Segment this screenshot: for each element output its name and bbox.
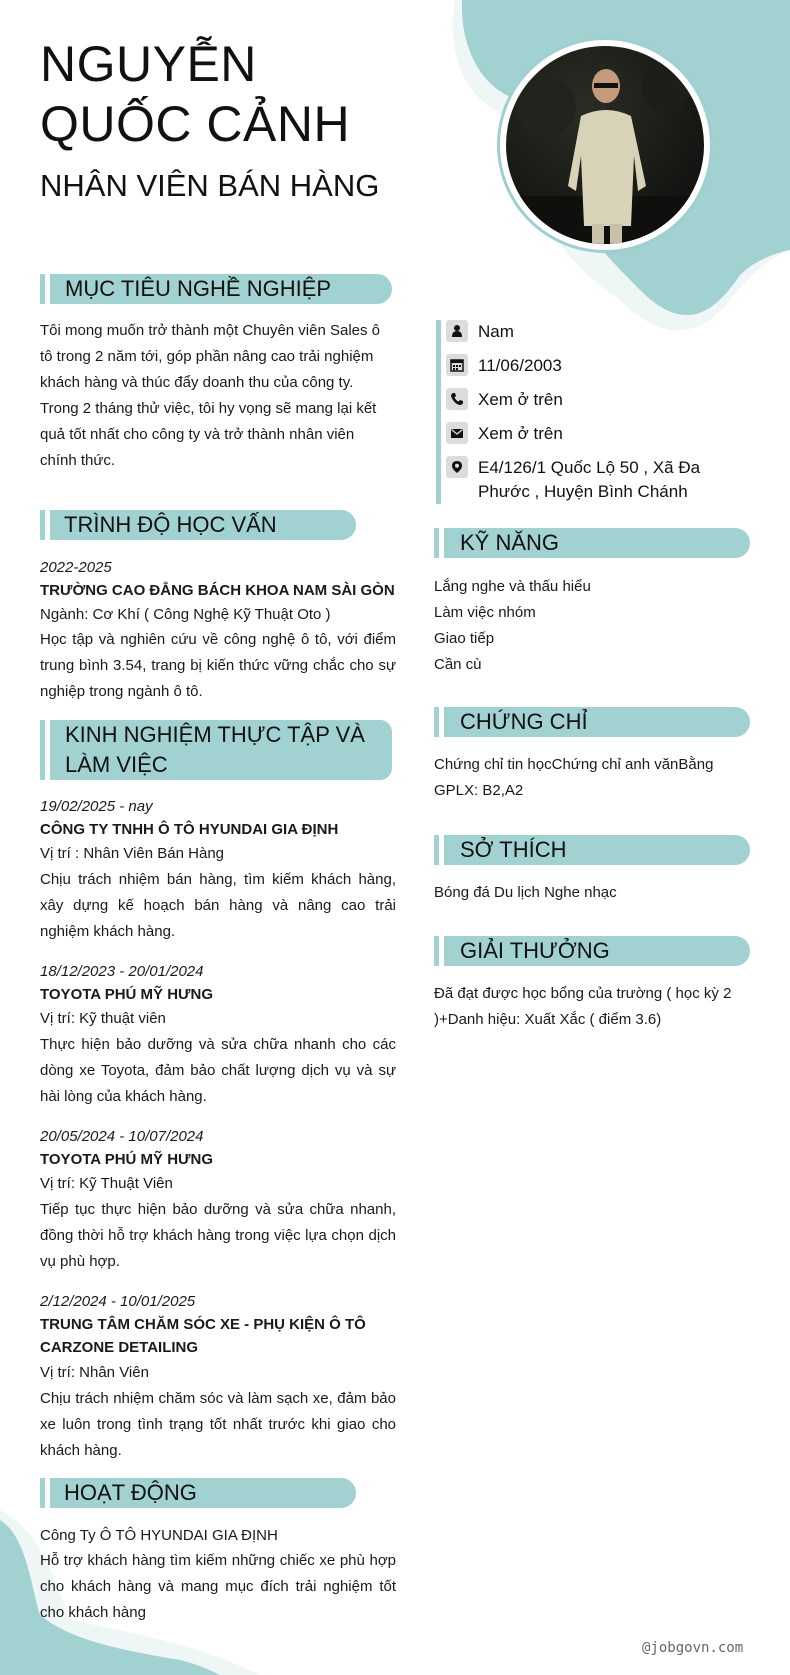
- job-description: Chịu trách nhiệm chăm sóc và làm sạch xe, đảm bảo xe luôn trong tình trạng tốt nhất trước khi giao cho khách hàng.: [40, 1390, 396, 1459]
- education-school: TRƯỜNG CAO ĐẲNG BÁCH KHOA NAM SÀI GÒN: [40, 582, 395, 599]
- objective-heading: [50, 274, 392, 304]
- objective-heading-label: MỤC TIÊU NGHỀ NGHIỆP: [65, 276, 332, 301]
- education-heading: [50, 510, 356, 540]
- certificates-text: [434, 752, 713, 804]
- phone-value: Xem ở trên: [478, 390, 563, 409]
- awards-line-1: Đã đạt được học bổng của trường ( học kỳ 2: [434, 985, 732, 1002]
- job-position: Vị trí: Nhân Viên: [40, 1364, 149, 1381]
- mail-icon: [446, 422, 468, 444]
- skill-item: Làm việc nhóm: [434, 604, 536, 621]
- profile-photo: [506, 46, 704, 244]
- job-description: Tiếp tục thực hiện bảo dưỡng và sửa chữa nhanh, đồng thời hỗ trợ khách hàng trong việc lựa chọn dịch vụ phù hợp.: [40, 1201, 396, 1270]
- address-line-2: Phước , Huyện Bình Chánh: [478, 482, 688, 501]
- avatar: [500, 40, 710, 250]
- experience-heading-label: [65, 720, 365, 780]
- objective-text: Tôi mong muốn trở thành một Chuyên viên Sales ô tô trong 2 năm tới, góp phần nâng cao trải nghiệm khách hàng và thúc đẩy doanh thu của công ty. Trong 2 tháng thử việc, tôi hy vọng sẽ mang lại kết quả tốt nhất cho công ty và trở thành nhân viên chính thức.: [40, 322, 381, 469]
- calendar-icon: [446, 354, 468, 376]
- certificates-heading-label: CHỨNG CHỈ: [460, 709, 588, 734]
- contact-accent-bar: [436, 320, 441, 504]
- education-heading-label: TRÌNH ĐỘ HỌC VẤN: [64, 512, 277, 537]
- skills-list: [434, 574, 591, 678]
- hobbies-heading: [444, 835, 750, 865]
- job-company: [40, 1313, 396, 1359]
- address-line-1: E4/126/1 Quốc Lộ 50 , Xã Đa: [478, 458, 701, 477]
- skill-item: Lắng nghe và thấu hiểu: [434, 578, 591, 595]
- activities-heading-label: HOẠT ĐỘNG: [64, 1480, 197, 1505]
- job-description: Chịu trách nhiệm bán hàng, tìm kiếm khách hàng, xây dựng kế hoạch bán hàng và nâng cao trải nghiệm khách hàng.: [40, 871, 396, 940]
- gender-value: Nam: [478, 322, 514, 341]
- hobbies-heading-label: SỞ THÍCH: [460, 837, 567, 862]
- job-period: 18/12/2023 - 20/01/2024: [40, 963, 204, 980]
- contact-phone: [446, 388, 563, 412]
- awards-line-2: )+Danh hiệu: Xuất Xắc ( điểm 3.6): [434, 1011, 662, 1028]
- person-photo-illustration: [506, 46, 704, 244]
- job-period: 19/02/2025 - nay: [40, 798, 153, 815]
- education-major: Ngành: Cơ Khí ( Công Nghệ Kỹ Thuật Oto ): [40, 606, 331, 623]
- experience-heading-line-2: LÀM VIỆC: [65, 752, 168, 777]
- address-value: [478, 456, 700, 504]
- education-period: 2022-2025: [40, 559, 112, 576]
- job-position: Vị trí : Nhân Viên Bán Hàng: [40, 845, 224, 862]
- contact-gender: [446, 320, 514, 344]
- job-position: Vị trí: Kỹ thuật viên: [40, 1010, 166, 1027]
- certificates-line-2: GPLX: B2,A2: [434, 782, 524, 799]
- name-line-1: NGUYỄN: [40, 36, 257, 92]
- contact-email: [446, 422, 563, 446]
- full-name: [40, 34, 350, 154]
- birthday-value: 11/06/2003: [478, 356, 562, 375]
- contact-address: [446, 456, 700, 504]
- awards-heading-label: GIẢI THƯỞNG: [460, 938, 610, 963]
- job-company: TOYOTA PHÚ MỸ HƯNG: [40, 986, 214, 1003]
- job-period: 2/12/2024 - 10/01/2025: [40, 1293, 196, 1310]
- phone-icon: [446, 388, 468, 410]
- activities-org: Công Ty Ô TÔ HYUNDAI GIA ĐỊNH: [40, 1527, 278, 1544]
- location-pin-icon: [446, 456, 468, 478]
- contact-birthday: [446, 354, 562, 378]
- job-position: Vị trí: Kỹ Thuật Viên: [40, 1175, 173, 1192]
- job-company-line-1: TRUNG TÂM CHĂM SÓC XE - PHỤ KIỆN Ô TÔ: [40, 1316, 366, 1333]
- job-company: TOYOTA PHÚ MỸ HƯNG: [40, 1151, 214, 1168]
- skill-item: Giao tiếp: [434, 630, 495, 647]
- experience-heading-line-1: KINH NGHIỆM THỰC TẬP VÀ: [65, 722, 365, 747]
- job-company-line-2: CARZONE DETAILING: [40, 1339, 199, 1356]
- skills-heading: [444, 528, 750, 558]
- job-period: 20/05/2024 - 10/07/2024: [40, 1128, 204, 1145]
- education-description: Học tập và nghiên cứu về công nghệ ô tô, với điểm trung bình 3.54, trang bị kiến thức vững chắc cho sự nghiệp trong ngành ô tô.: [40, 631, 396, 700]
- activities-heading: [50, 1478, 356, 1508]
- person-icon: [446, 320, 468, 342]
- name-line-2: QUỐC CẢNH: [40, 96, 351, 152]
- awards-heading: [444, 936, 750, 966]
- certificates-heading: [444, 707, 750, 737]
- skill-item: Cần cù: [434, 656, 482, 673]
- job-description: Thực hiện bảo dưỡng và sửa chữa nhanh cho các dòng xe Toyota, đảm bảo chất lượng dịch vụ và sự hài lòng của khách hàng.: [40, 1036, 396, 1105]
- activities-description: Hỗ trợ khách hàng tìm kiếm những chiếc xe phù hợp cho khách hàng và mang mục đích trải nghiệm tốt cho khách hàng: [40, 1552, 396, 1621]
- hobbies-text: Bóng đá Du lịch Nghe nhạc: [434, 884, 617, 901]
- watermark: @jobgovn.com: [642, 1640, 744, 1656]
- job-title: NHÂN VIÊN BÁN HÀNG: [40, 168, 380, 203]
- email-value: Xem ở trên: [478, 424, 563, 443]
- skills-heading-label: KỸ NĂNG: [460, 530, 560, 555]
- certificates-line-1: Chứng chỉ tin họcChứng chỉ anh vănBằng: [434, 756, 714, 773]
- job-company: CÔNG TY TNHH Ô TÔ HYUNDAI GIA ĐỊNH: [40, 821, 339, 838]
- awards-text: [434, 981, 731, 1033]
- experience-heading: [50, 720, 392, 780]
